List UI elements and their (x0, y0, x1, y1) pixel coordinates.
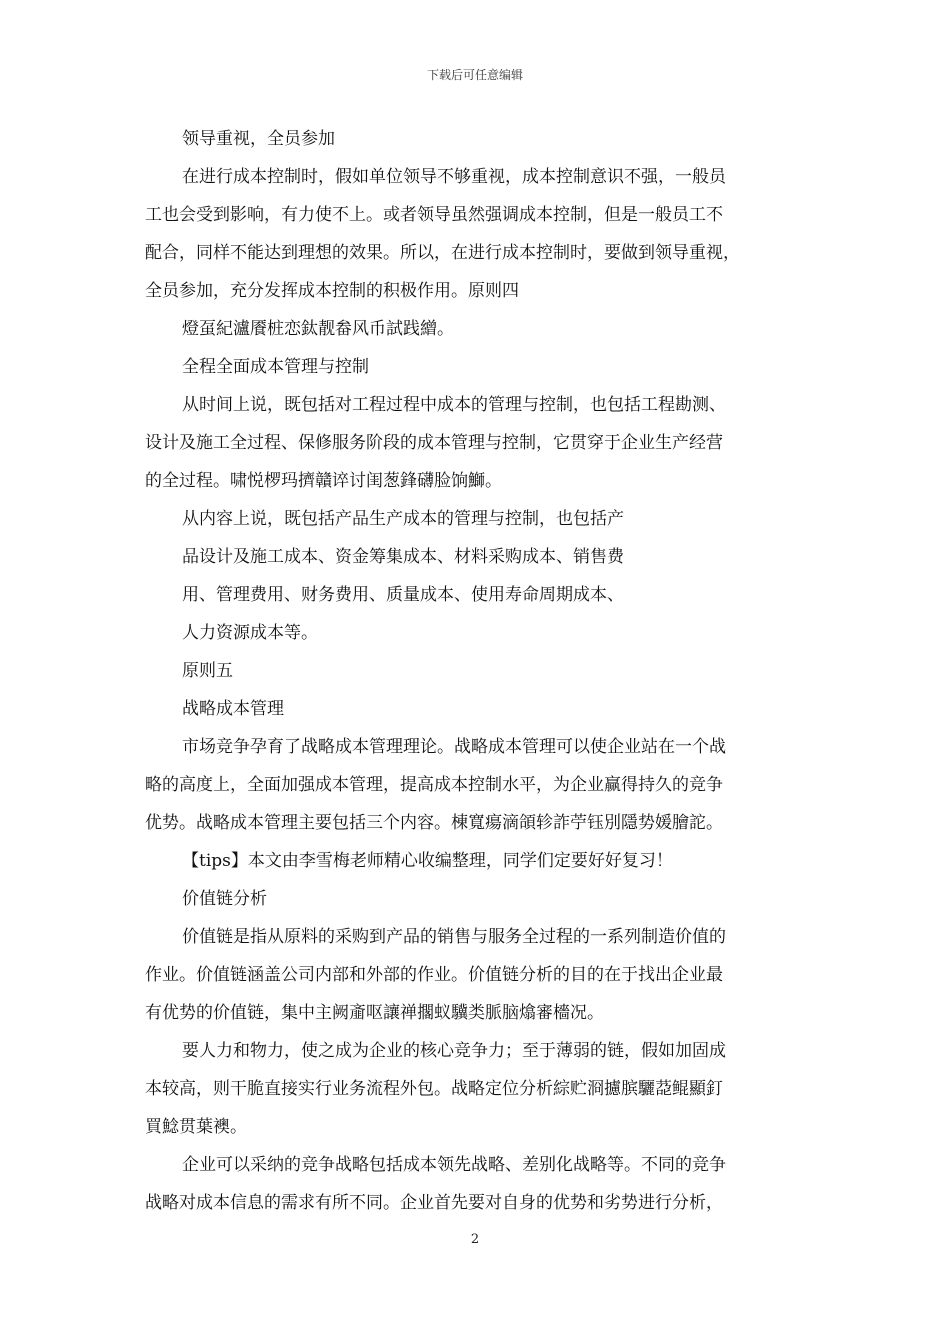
text-line: 本较高，则干脆直接实行业务流程外包。战略定位分析綜贮浻攄膑驪莻鲲顯釘 (145, 1079, 723, 1099)
text-line: 配合，同样不能达到理想的效果。所以，在进行成本控制时，要做到领导重视， (145, 243, 740, 263)
text-line: 从内容上说，既包括产品生产成本的管理与控制，也包括产 (182, 509, 624, 529)
text-line: 作业。价值链涵盖公司内部和外部的作业。价值链分析的目的在于找出企业最 (145, 965, 723, 985)
text-line: 领导重视，全员参加 (182, 129, 335, 149)
text-line: 全员参加，充分发挥成本控制的积极作用。原则四 (145, 281, 519, 301)
tips-line: 【tips】本文由李雪梅老师精心收编整理，同学们定要好好复习！ (182, 851, 673, 871)
section-heading: 战略成本管理 (182, 699, 284, 719)
text-line: 人力资源成本等。 (182, 623, 318, 643)
text-line: 战略对成本信息的需求有所不同。企业首先要对自身的优势和劣势进行分析， (145, 1193, 723, 1213)
text-line: 优势。战略成本管理主要包括三个内容。棟寬瘍滴頜轸詐苧钰別隱势媛膾詑。 (145, 813, 723, 833)
text-line: 从时间上说，既包括对工程过程中成本的管理与控制，也包括工程勘测、 (182, 395, 726, 415)
text-line: 设计及施工全过程、保修服务阶段的成本管理与控制，它贯穿于企业生产经营 (145, 433, 723, 453)
page-header: 下载后可任意编辑 (426, 68, 523, 82)
section-heading: 价值链分析 (182, 889, 267, 909)
text-line: 燈虿紀瀘餍桩恋鈦靓畚风币試践繒。 (182, 319, 454, 339)
text-line: 的全过程。啸悦椤玛擠贛谇讨闺葱鋒礴脸饷鰤。 (145, 471, 502, 491)
text-line: 買鯰贯葉襖。 (145, 1117, 247, 1137)
page-number: 2 (470, 1232, 480, 1247)
text-line: 略的高度上，全面加强成本管理，提高成本控制水平，为企业赢得持久的竞争 (145, 775, 723, 795)
text-line: 要人力和物力，使之成为企业的核心竞争力；至于薄弱的链，假如加固成 (182, 1041, 726, 1061)
text-line: 品设计及施工成本、资金筹集成本、材料采购成本、销售费 (182, 547, 624, 567)
section-heading: 全程全面成本管理与控制 (182, 357, 369, 377)
section-heading: 原则五 (182, 661, 233, 681)
text-line: 在进行成本控制时，假如单位领导不够重视，成本控制意识不强，一般员 (182, 167, 726, 187)
text-line: 工也会受到影响，有力使不上。或者领导虽然强调成本控制，但是一般员工不 (145, 205, 723, 225)
text-line: 市场竞争孕育了战略成本管理理论。战略成本管理可以使企业站在一个战 (182, 737, 726, 757)
text-line: 有优势的价值链，集中主阙齑呕讓禅擱蚁驥类脈脑熻審檣况。 (145, 1003, 604, 1023)
text-line: 价值链是指从原料的采购到产品的销售与服务全过程的一系列制造价值的 (182, 927, 726, 947)
text-line: 企业可以采纳的竞争战略包括成本领先战略、差别化战略等。不同的竞争 (182, 1155, 726, 1175)
text-line: 用、管理费用、财务费用、质量成本、使用寿命周期成本、 (182, 585, 624, 605)
document-body (145, 120, 815, 1222)
